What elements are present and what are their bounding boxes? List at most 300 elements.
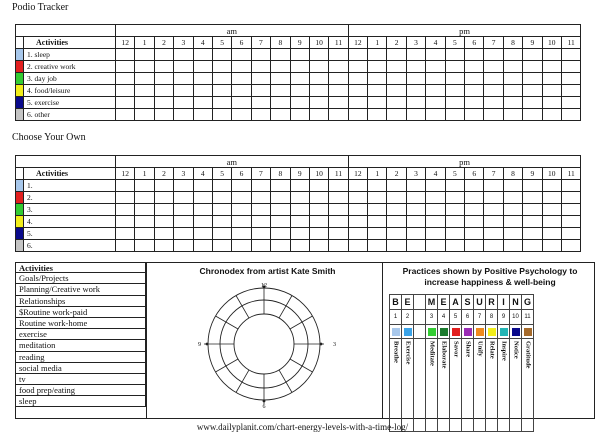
time-cell[interactable] xyxy=(290,180,309,192)
time-cell[interactable] xyxy=(193,97,212,109)
time-cell[interactable] xyxy=(309,85,328,97)
time-cell[interactable] xyxy=(426,192,445,204)
time-cell[interactable] xyxy=(368,216,387,228)
time-cell[interactable] xyxy=(368,109,387,121)
time-cell[interactable] xyxy=(271,240,290,252)
practice-number: 6 xyxy=(462,310,474,325)
time-cell[interactable] xyxy=(445,85,464,97)
time-cell[interactable] xyxy=(309,216,328,228)
time-cell[interactable] xyxy=(232,85,251,97)
time-cell[interactable] xyxy=(561,240,580,252)
time-cell[interactable] xyxy=(387,109,406,121)
time-cell[interactable] xyxy=(309,192,328,204)
time-cell[interactable] xyxy=(212,240,231,252)
time-cell[interactable] xyxy=(154,97,173,109)
time-cell[interactable] xyxy=(232,192,251,204)
time-cell[interactable] xyxy=(116,216,135,228)
time-cell[interactable] xyxy=(561,61,580,73)
time-cell[interactable] xyxy=(523,180,542,192)
time-cell[interactable] xyxy=(271,73,290,85)
time-cell[interactable] xyxy=(484,180,503,192)
time-cell[interactable] xyxy=(406,240,425,252)
time-cell[interactable] xyxy=(484,228,503,240)
time-cell[interactable] xyxy=(523,204,542,216)
time-cell[interactable] xyxy=(329,49,348,61)
time-cell[interactable] xyxy=(387,192,406,204)
activity-row xyxy=(16,109,581,121)
time-cell[interactable] xyxy=(290,73,309,85)
time-cell[interactable] xyxy=(484,97,503,109)
time-cell[interactable] xyxy=(232,97,251,109)
time-cell[interactable] xyxy=(135,240,154,252)
time-cell[interactable] xyxy=(561,216,580,228)
time-cell[interactable] xyxy=(212,228,231,240)
time-cell[interactable] xyxy=(135,109,154,121)
time-cell[interactable] xyxy=(135,192,154,204)
time-cell[interactable] xyxy=(561,204,580,216)
time-cell[interactable] xyxy=(154,73,173,85)
time-cell[interactable] xyxy=(503,49,522,61)
time-cell[interactable] xyxy=(271,97,290,109)
time-cell[interactable] xyxy=(174,180,193,192)
time-cell[interactable] xyxy=(193,61,212,73)
time-cell[interactable] xyxy=(329,109,348,121)
time-cell[interactable] xyxy=(290,228,309,240)
time-cell[interactable] xyxy=(465,192,484,204)
time-cell[interactable] xyxy=(445,49,464,61)
time-cell[interactable] xyxy=(406,85,425,97)
time-cell[interactable] xyxy=(193,228,212,240)
time-cell[interactable] xyxy=(426,216,445,228)
time-cell[interactable] xyxy=(484,73,503,85)
time-cell[interactable] xyxy=(251,73,270,85)
time-cell[interactable] xyxy=(212,49,231,61)
time-cell[interactable] xyxy=(135,216,154,228)
time-cell[interactable] xyxy=(406,97,425,109)
time-cell[interactable] xyxy=(135,61,154,73)
time-cell[interactable] xyxy=(348,228,367,240)
time-cell[interactable] xyxy=(212,204,231,216)
time-cell[interactable] xyxy=(406,204,425,216)
time-cell[interactable] xyxy=(135,97,154,109)
time-cell[interactable] xyxy=(212,97,231,109)
time-cell[interactable] xyxy=(309,49,328,61)
time-cell[interactable] xyxy=(445,240,464,252)
time-cell[interactable] xyxy=(116,109,135,121)
time-cell[interactable] xyxy=(387,85,406,97)
time-cell[interactable] xyxy=(445,204,464,216)
time-cell[interactable] xyxy=(542,49,561,61)
time-cell[interactable] xyxy=(174,49,193,61)
time-cell[interactable] xyxy=(212,61,231,73)
time-cell[interactable] xyxy=(445,97,464,109)
time-cell[interactable] xyxy=(465,97,484,109)
time-cell[interactable] xyxy=(232,49,251,61)
time-cell[interactable] xyxy=(561,228,580,240)
time-cell[interactable] xyxy=(251,192,270,204)
time-cell[interactable] xyxy=(232,61,251,73)
time-cell[interactable] xyxy=(368,49,387,61)
time-cell[interactable] xyxy=(523,109,542,121)
time-cell[interactable] xyxy=(406,192,425,204)
time-cell[interactable] xyxy=(154,192,173,204)
time-cell[interactable] xyxy=(154,216,173,228)
time-cell[interactable] xyxy=(542,97,561,109)
time-cell[interactable] xyxy=(465,216,484,228)
time-cell[interactable] xyxy=(445,192,464,204)
time-cell[interactable] xyxy=(348,192,367,204)
time-cell[interactable] xyxy=(290,85,309,97)
chronodex-label-6: 6 xyxy=(262,404,266,410)
time-cell[interactable] xyxy=(174,204,193,216)
time-cell[interactable] xyxy=(561,192,580,204)
time-cell[interactable] xyxy=(212,85,231,97)
time-cell[interactable] xyxy=(484,192,503,204)
time-cell[interactable] xyxy=(174,216,193,228)
time-cell[interactable] xyxy=(212,73,231,85)
time-cell[interactable] xyxy=(232,204,251,216)
time-cell[interactable] xyxy=(174,73,193,85)
time-cell[interactable] xyxy=(251,228,270,240)
time-cell[interactable] xyxy=(387,204,406,216)
time-cell[interactable] xyxy=(271,204,290,216)
time-cell[interactable] xyxy=(271,61,290,73)
time-cell[interactable] xyxy=(484,204,503,216)
time-cell[interactable] xyxy=(232,180,251,192)
time-cell[interactable] xyxy=(174,228,193,240)
time-cell[interactable] xyxy=(561,49,580,61)
time-cell[interactable] xyxy=(503,204,522,216)
time-cell[interactable] xyxy=(154,204,173,216)
practice-word-cell xyxy=(522,339,534,432)
time-cell[interactable] xyxy=(309,109,328,121)
time-cell[interactable] xyxy=(116,61,135,73)
time-cell[interactable] xyxy=(271,180,290,192)
time-cell[interactable] xyxy=(154,61,173,73)
time-cell[interactable] xyxy=(484,85,503,97)
time-cell[interactable] xyxy=(348,97,367,109)
time-cell[interactable] xyxy=(561,85,580,97)
practice-color-swatch xyxy=(524,328,532,336)
time-cell[interactable] xyxy=(542,109,561,121)
time-cell[interactable] xyxy=(290,216,309,228)
time-cell[interactable] xyxy=(523,49,542,61)
time-cell[interactable] xyxy=(348,180,367,192)
time-cell[interactable] xyxy=(116,85,135,97)
time-cell[interactable] xyxy=(290,49,309,61)
time-cell[interactable] xyxy=(174,97,193,109)
time-cell[interactable] xyxy=(212,180,231,192)
time-cell[interactable] xyxy=(329,97,348,109)
time-cell[interactable] xyxy=(426,61,445,73)
time-cell[interactable] xyxy=(193,204,212,216)
time-cell[interactable] xyxy=(135,85,154,97)
time-cell[interactable] xyxy=(212,192,231,204)
time-cell[interactable] xyxy=(329,180,348,192)
chronodex-label-12: 12 xyxy=(261,283,267,289)
time-cell[interactable] xyxy=(445,61,464,73)
time-cell[interactable] xyxy=(212,216,231,228)
time-cell[interactable] xyxy=(154,240,173,252)
time-cell[interactable] xyxy=(465,240,484,252)
time-cell[interactable] xyxy=(542,85,561,97)
time-cell[interactable] xyxy=(465,61,484,73)
time-cell[interactable] xyxy=(484,61,503,73)
time-cell[interactable] xyxy=(406,228,425,240)
time-cell[interactable] xyxy=(368,228,387,240)
podio-title: Podio Tracker xyxy=(12,2,69,13)
time-cell[interactable] xyxy=(542,61,561,73)
time-cell[interactable] xyxy=(387,73,406,85)
time-cell[interactable] xyxy=(561,73,580,85)
time-cell[interactable] xyxy=(484,109,503,121)
time-cell[interactable] xyxy=(116,49,135,61)
time-cell[interactable] xyxy=(368,204,387,216)
footer-url[interactable]: www.dailyplanit.com/chart-energy-levels-with-a-time-log/ xyxy=(196,422,409,432)
time-cell[interactable] xyxy=(154,228,173,240)
time-cell[interactable] xyxy=(426,228,445,240)
time-cell[interactable] xyxy=(368,192,387,204)
time-cell[interactable] xyxy=(445,228,464,240)
time-cell[interactable] xyxy=(426,73,445,85)
time-cell[interactable] xyxy=(329,73,348,85)
time-cell[interactable] xyxy=(348,240,367,252)
time-cell[interactable] xyxy=(445,109,464,121)
time-cell[interactable] xyxy=(154,109,173,121)
time-cell[interactable] xyxy=(271,85,290,97)
time-cell[interactable] xyxy=(426,204,445,216)
time-cell[interactable] xyxy=(406,180,425,192)
time-cell[interactable] xyxy=(251,109,270,121)
time-cell[interactable] xyxy=(193,192,212,204)
time-cell[interactable] xyxy=(406,49,425,61)
time-cell[interactable] xyxy=(193,109,212,121)
time-cell[interactable] xyxy=(406,109,425,121)
time-cell[interactable] xyxy=(465,73,484,85)
time-cell[interactable] xyxy=(271,49,290,61)
time-cell[interactable] xyxy=(348,85,367,97)
time-cell[interactable] xyxy=(542,180,561,192)
time-cell[interactable] xyxy=(503,180,522,192)
hour-label: 1 xyxy=(135,37,154,49)
time-cell[interactable] xyxy=(329,204,348,216)
time-cell[interactable] xyxy=(503,109,522,121)
time-cell[interactable] xyxy=(503,228,522,240)
time-cell[interactable] xyxy=(271,216,290,228)
time-cell[interactable] xyxy=(406,216,425,228)
time-cell[interactable] xyxy=(484,49,503,61)
time-cell[interactable] xyxy=(503,73,522,85)
practice-number: 5 xyxy=(450,310,462,325)
time-cell[interactable] xyxy=(465,204,484,216)
time-cell[interactable] xyxy=(542,228,561,240)
time-cell[interactable] xyxy=(135,49,154,61)
time-cell[interactable] xyxy=(309,73,328,85)
time-cell[interactable] xyxy=(426,85,445,97)
time-cell[interactable] xyxy=(251,216,270,228)
time-cell[interactable] xyxy=(503,97,522,109)
time-cell[interactable] xyxy=(445,180,464,192)
time-cell[interactable] xyxy=(135,228,154,240)
time-cell[interactable] xyxy=(251,204,270,216)
time-cell[interactable] xyxy=(329,192,348,204)
time-cell[interactable] xyxy=(503,240,522,252)
time-cell[interactable] xyxy=(271,192,290,204)
time-cell[interactable] xyxy=(309,180,328,192)
time-cell[interactable] xyxy=(387,180,406,192)
time-cell[interactable] xyxy=(135,204,154,216)
time-cell[interactable] xyxy=(329,61,348,73)
time-cell[interactable] xyxy=(426,97,445,109)
time-cell[interactable] xyxy=(387,49,406,61)
time-cell[interactable] xyxy=(465,180,484,192)
time-cell[interactable] xyxy=(232,73,251,85)
time-cell[interactable] xyxy=(271,228,290,240)
time-cell[interactable] xyxy=(290,204,309,216)
time-cell[interactable] xyxy=(251,240,270,252)
time-cell[interactable] xyxy=(503,61,522,73)
time-cell[interactable] xyxy=(387,97,406,109)
time-cell[interactable] xyxy=(387,216,406,228)
time-cell[interactable] xyxy=(368,61,387,73)
time-cell[interactable] xyxy=(135,180,154,192)
time-cell[interactable] xyxy=(290,240,309,252)
time-cell[interactable] xyxy=(387,228,406,240)
time-cell[interactable] xyxy=(561,97,580,109)
time-cell[interactable] xyxy=(290,109,309,121)
time-cell[interactable] xyxy=(116,192,135,204)
activity-label: 3. xyxy=(24,204,116,216)
time-cell[interactable] xyxy=(348,204,367,216)
time-cell[interactable] xyxy=(542,216,561,228)
time-cell[interactable] xyxy=(523,97,542,109)
time-cell[interactable] xyxy=(251,97,270,109)
time-cell[interactable] xyxy=(193,240,212,252)
time-cell[interactable] xyxy=(368,97,387,109)
time-cell[interactable] xyxy=(116,204,135,216)
time-cell[interactable] xyxy=(348,216,367,228)
time-cell[interactable] xyxy=(116,73,135,85)
time-cell[interactable] xyxy=(309,228,328,240)
time-cell[interactable] xyxy=(542,240,561,252)
time-cell[interactable] xyxy=(484,240,503,252)
time-cell[interactable] xyxy=(212,109,231,121)
time-cell[interactable] xyxy=(290,61,309,73)
time-cell[interactable] xyxy=(154,85,173,97)
time-cell[interactable] xyxy=(309,61,328,73)
time-cell[interactable] xyxy=(445,216,464,228)
time-cell[interactable] xyxy=(465,109,484,121)
time-cell[interactable] xyxy=(154,180,173,192)
time-cell[interactable] xyxy=(329,240,348,252)
time-cell[interactable] xyxy=(465,228,484,240)
time-cell[interactable] xyxy=(154,49,173,61)
time-cell[interactable] xyxy=(309,97,328,109)
time-cell[interactable] xyxy=(523,192,542,204)
time-cell[interactable] xyxy=(193,49,212,61)
time-cell[interactable] xyxy=(426,180,445,192)
time-cell[interactable] xyxy=(193,73,212,85)
time-cell[interactable] xyxy=(232,240,251,252)
time-cell[interactable] xyxy=(116,228,135,240)
time-cell[interactable] xyxy=(232,228,251,240)
time-cell[interactable] xyxy=(445,73,464,85)
time-cell[interactable] xyxy=(309,240,328,252)
time-cell[interactable] xyxy=(426,49,445,61)
time-cell[interactable] xyxy=(116,97,135,109)
time-cell[interactable] xyxy=(368,85,387,97)
time-cell[interactable] xyxy=(387,61,406,73)
time-cell[interactable] xyxy=(523,228,542,240)
time-cell[interactable] xyxy=(329,85,348,97)
time-cell[interactable] xyxy=(348,49,367,61)
time-cell[interactable] xyxy=(193,85,212,97)
time-cell[interactable] xyxy=(406,61,425,73)
time-cell[interactable] xyxy=(193,180,212,192)
time-cell[interactable] xyxy=(232,109,251,121)
time-cell[interactable] xyxy=(309,204,328,216)
time-cell[interactable] xyxy=(329,228,348,240)
time-cell[interactable] xyxy=(561,109,580,121)
time-cell[interactable] xyxy=(135,73,154,85)
time-cell[interactable] xyxy=(193,216,212,228)
time-cell[interactable] xyxy=(368,73,387,85)
time-cell[interactable] xyxy=(503,192,522,204)
time-cell[interactable] xyxy=(523,85,542,97)
time-cell[interactable] xyxy=(542,192,561,204)
time-cell[interactable] xyxy=(523,61,542,73)
time-cell[interactable] xyxy=(251,85,270,97)
time-cell[interactable] xyxy=(116,240,135,252)
time-cell[interactable] xyxy=(251,180,270,192)
time-cell[interactable] xyxy=(523,240,542,252)
time-cell[interactable] xyxy=(542,204,561,216)
time-cell[interactable] xyxy=(174,240,193,252)
time-cell[interactable] xyxy=(406,73,425,85)
time-cell[interactable] xyxy=(174,109,193,121)
time-cell[interactable] xyxy=(232,216,251,228)
time-cell[interactable] xyxy=(348,109,367,121)
time-cell[interactable] xyxy=(465,49,484,61)
time-cell[interactable] xyxy=(426,240,445,252)
time-cell[interactable] xyxy=(251,61,270,73)
time-cell[interactable] xyxy=(503,216,522,228)
time-cell[interactable] xyxy=(523,73,542,85)
time-cell[interactable] xyxy=(348,61,367,73)
time-cell[interactable] xyxy=(290,192,309,204)
time-cell[interactable] xyxy=(348,73,367,85)
time-cell[interactable] xyxy=(561,180,580,192)
time-cell[interactable] xyxy=(329,216,348,228)
time-cell[interactable] xyxy=(174,85,193,97)
time-cell[interactable] xyxy=(465,85,484,97)
time-cell[interactable] xyxy=(484,216,503,228)
time-cell[interactable] xyxy=(271,109,290,121)
time-cell[interactable] xyxy=(174,192,193,204)
time-cell[interactable] xyxy=(426,109,445,121)
time-cell[interactable] xyxy=(503,85,522,97)
time-cell[interactable] xyxy=(368,240,387,252)
time-cell[interactable] xyxy=(523,216,542,228)
time-cell[interactable] xyxy=(542,73,561,85)
time-cell[interactable] xyxy=(116,180,135,192)
time-cell[interactable] xyxy=(387,240,406,252)
time-cell[interactable] xyxy=(251,49,270,61)
time-cell[interactable] xyxy=(290,97,309,109)
time-cell[interactable] xyxy=(368,180,387,192)
practice-number: 7 xyxy=(474,310,486,325)
time-cell[interactable] xyxy=(174,61,193,73)
